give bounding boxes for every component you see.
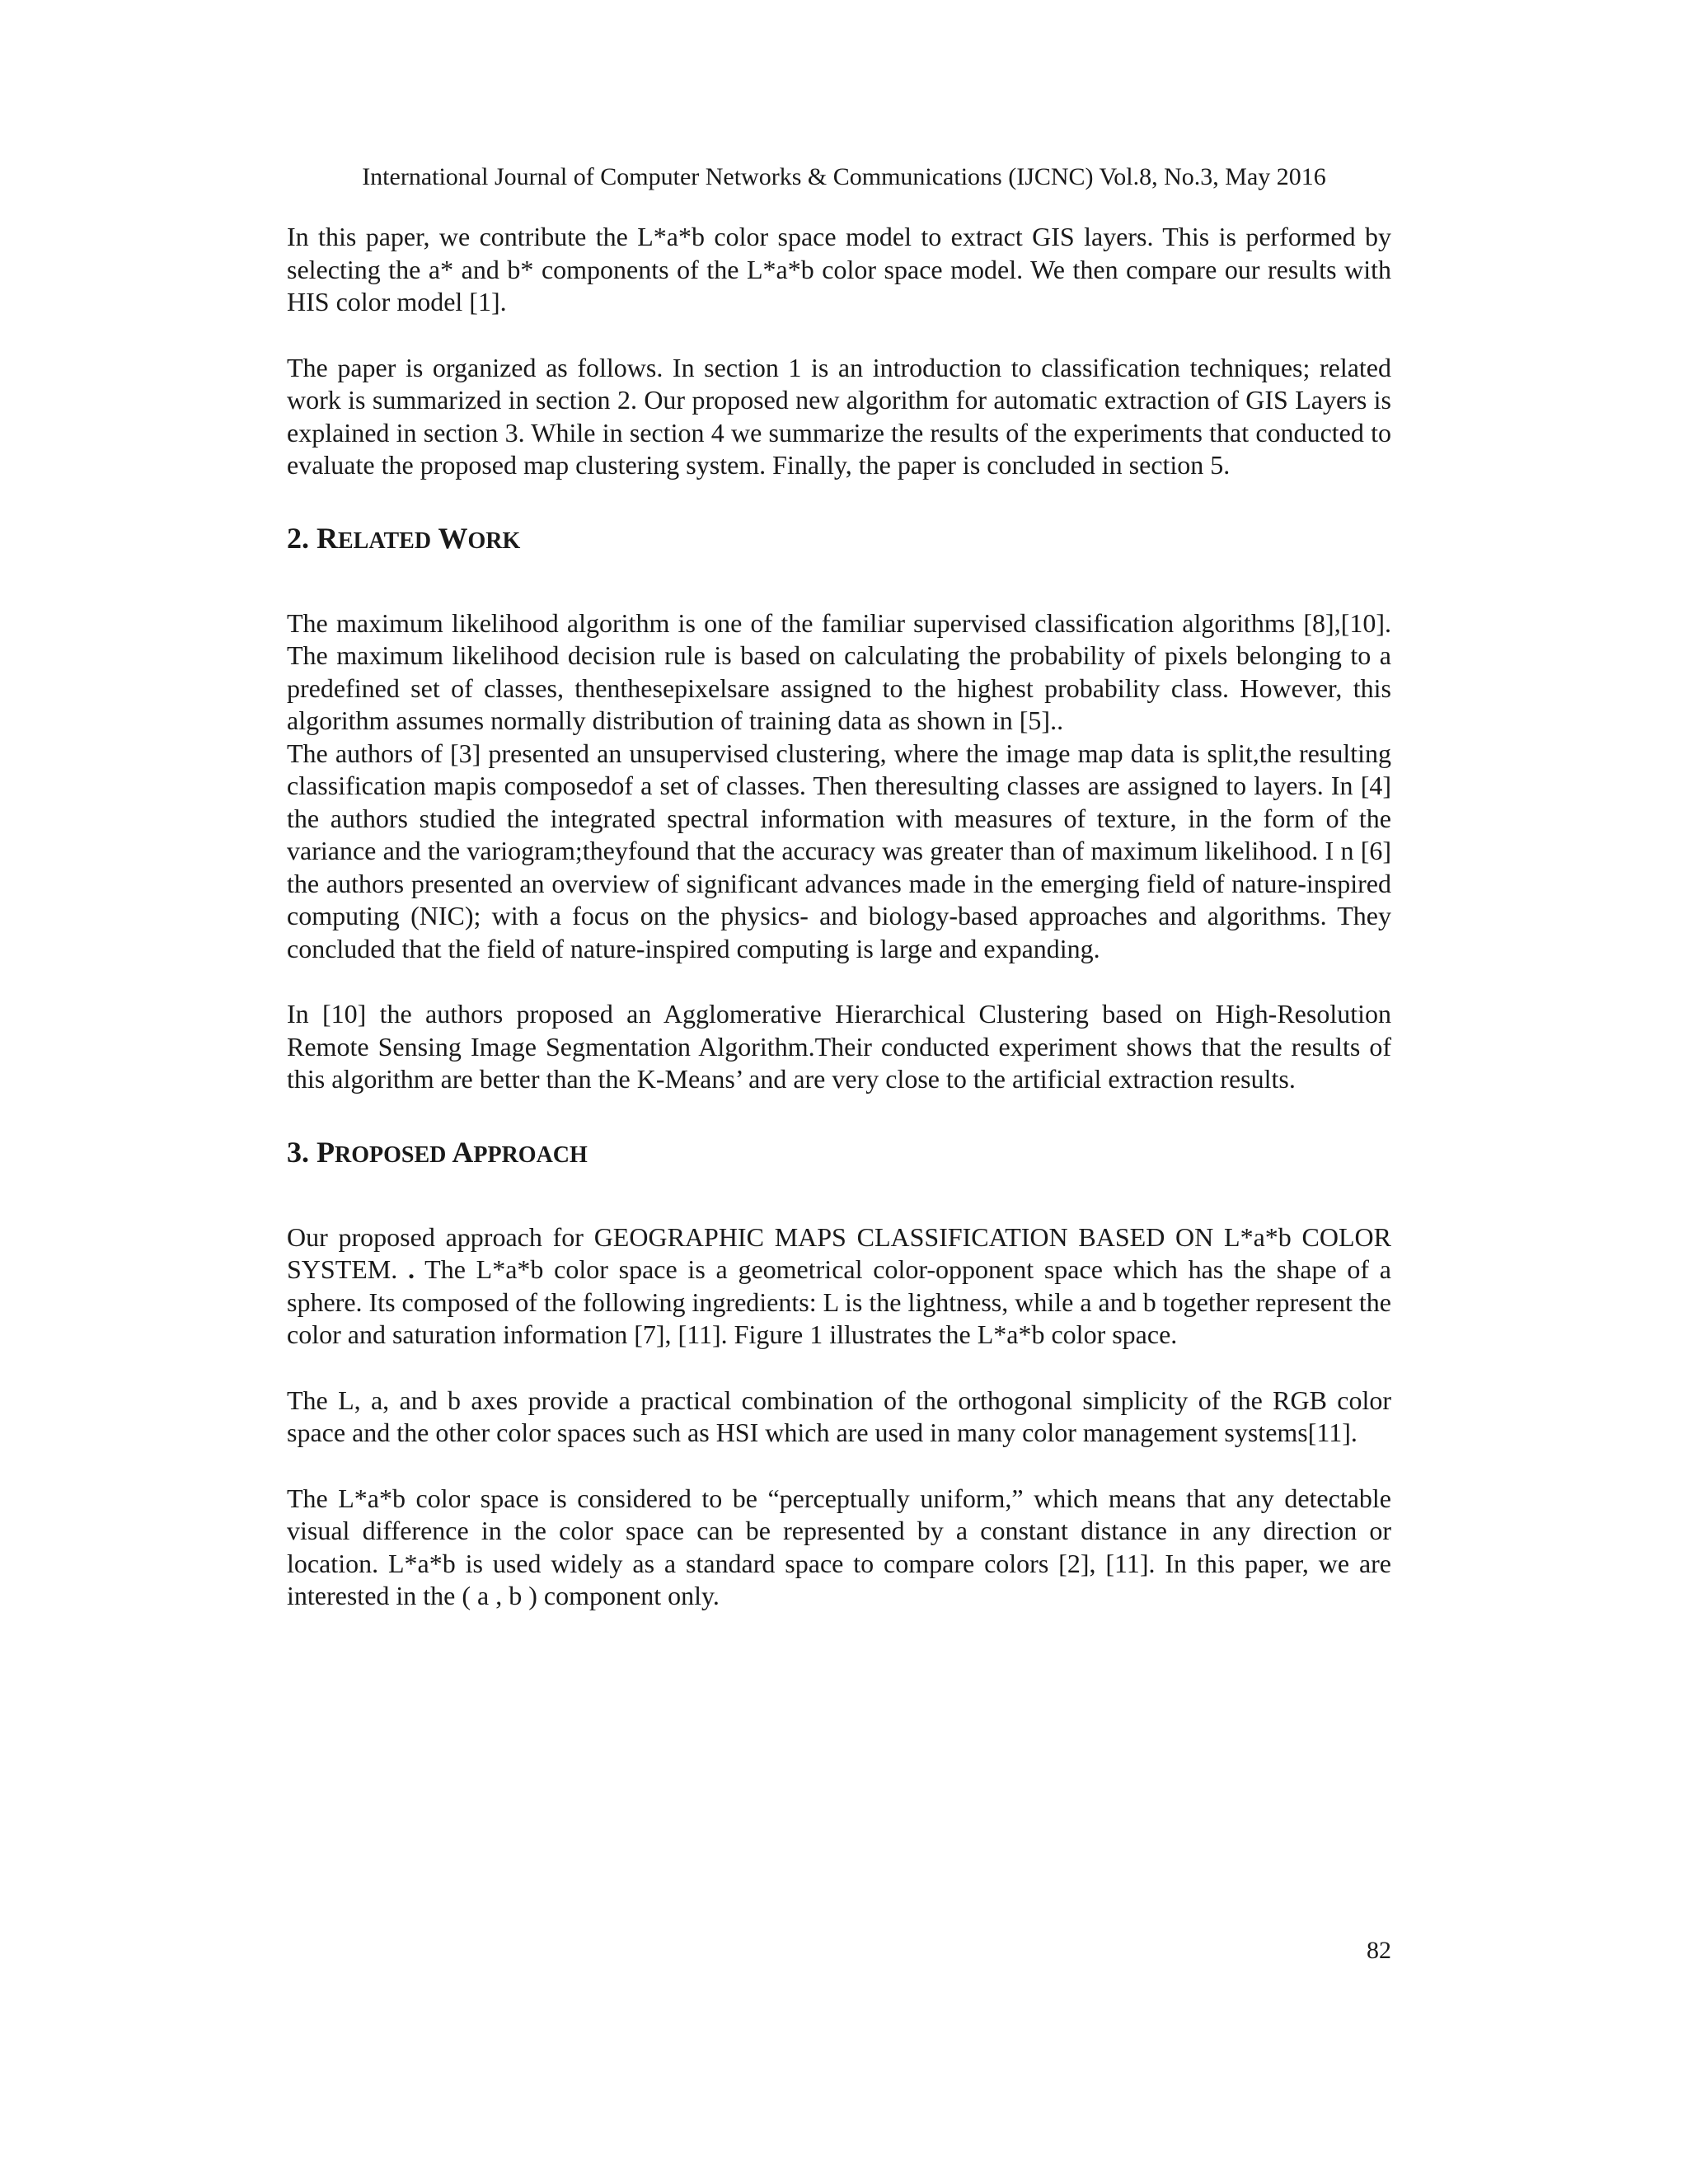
page-number: 82 (1367, 1937, 1391, 1964)
section-2-title-word-2-rest: ORK (467, 527, 521, 554)
section-3-title-word-1-cap: P (316, 1135, 335, 1169)
running-header: International Journal of Computer Networks & Communications (IJCNC) Vol.8, No.3, May 2016 (362, 163, 1326, 190)
section-3-heading (287, 1134, 1391, 1174)
section-2-title-word-1-rest: ELATED (338, 527, 432, 554)
section-3-title-word-1-rest: ROPOSED (335, 1141, 447, 1168)
section-3-paragraph-2: The L, a, and b axes provide a practical combination of the orthogonal simplicity of the RGB color space and the other color spaces such as HSI which are used in many color management systems[11]. (287, 1385, 1391, 1447)
section-2-number: 2. (287, 521, 309, 555)
section-3-paragraph-1-bold-period: . (408, 1254, 415, 1284)
section-2-heading (287, 520, 1391, 560)
intro-paragraph-2: The paper is organized as follows. In section 1 is an introduction to classification techniques; related work is summarized in section 2. Our proposed new algorithm for automatic extraction of GIS Layers is explained in section 3. While in section 4 we summarize the results of the experiments that conducted to evaluate the proposed map clustering system. Finally, the paper is concluded in section 5. (287, 352, 1391, 480)
section-3-paragraph-1 (287, 1221, 1391, 1352)
section-2-title-word-2-cap: W (438, 521, 468, 555)
section-3-paragraph-1-start: Our proposed approach for GEOGRAPHIC MAPS CLASSIFICATION BASED ON L*a*b COLOR SYSTEM. (287, 1221, 1391, 1284)
section-2-title-word-1-cap: R (316, 521, 338, 555)
page-body (287, 221, 1391, 1646)
section-2-paragraph-2: The authors of [3] presented an unsupervised clustering, where the image map data is split,the resulting classification mapis composedof a set of classes. Then theresulting classes are assigned to layers. In [4] the authors studied the integrated spectral information with measures of texture, in the form of the variance and the variogram;theyfound that the accuracy was greater than of maximum likelihood. I n [6] the authors presented an overview of significant advances made in the emerging field of nature-inspired computing (NIC); with a focus on the physics- and biology-based approaches and algorithms. They concluded that the field of nature-inspired computing is large and expanding. (287, 738, 1391, 963)
section-2-paragraph-1: The maximum likelihood algorithm is one of the familiar supervised classification algorithms [8],[10]. The maximum likelihood decision rule is based on calculating the probability of pixels belonging to a predefined set of classes, thenthesepixelsare assigned to the highest probability class. However, this algorithm assumes normally distribution of training data as shown in [5].. (287, 607, 1391, 735)
section-3-number: 3. (287, 1135, 309, 1169)
intro-paragraph-1: In this paper, we contribute the L*a*b color space model to extract GIS layers. This is performed by selecting the a* and b* components of the L*a*b color space model. We then compare our results with HIS color model [1]. (287, 222, 1391, 316)
section-3-title-word-2-cap: A (452, 1135, 474, 1169)
section-2-paragraph-3: In [10] the authors proposed an Agglomerative Hierarchical Clustering based on High-Resolution Remote Sensing Image Segmentation Algorithm.Their conducted experiment shows that the results of this algorithm are better than the K-Means’ and are very close to the artificial extraction results. (287, 999, 1391, 1094)
section-3-paragraph-3: The L*a*b color space is considered to be “perceptually uniform,” which means that any detectable visual difference in the color space can be represented by a constant distance in any direction or location. L*a*b is used widely as a standard space to compare colors [2], [11]. In this paper, we are interested in the ( a , b ) component only. (287, 1483, 1391, 1610)
section-3-paragraph-1-end: The L*a*b color space is a geometrical color-opponent space which has the shape of a sphere. Its composed of the following ingredients: L is the lightness, while a and b together represent the color and saturation information [7], [11]. Figure 1 illustrates the L*a*b color space. (287, 1254, 1392, 1349)
section-3-title-word-2-rest: PPROACH (473, 1141, 588, 1168)
